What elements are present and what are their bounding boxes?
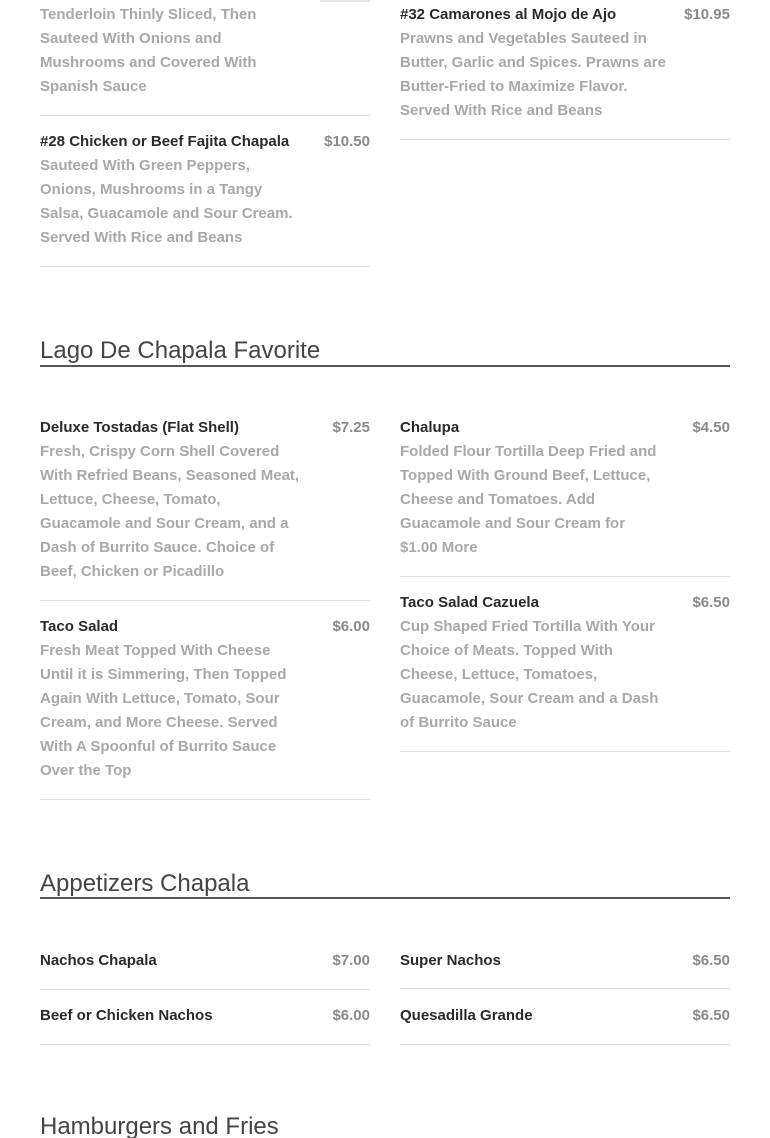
menu-item-name: Deluxe Tostadas (Flat Shell) [40, 419, 239, 436]
lago-left-column [40, 416, 370, 806]
item-divider [40, 600, 370, 601]
item-divider [40, 115, 370, 116]
menu-item-name: Taco Salad [40, 618, 119, 635]
price-stub [320, 0, 370, 2]
item-divider [40, 266, 370, 267]
menu-item-price: $10.50 [324, 133, 370, 150]
section-title-hamburgers-and-fries: Hamburgers and Fries [40, 1113, 279, 1138]
prev-section-left-column [40, 0, 370, 280]
section-divider [40, 897, 730, 899]
menu-item-price: $7.25 [332, 419, 370, 436]
item-divider [400, 988, 730, 989]
menu-item-name: Super Nachos [400, 952, 501, 969]
menu-item-description: Fresh, Crispy Corn Shell Covered With Refried Beans, Seasoned Meat, Lettuce, Cheese, Tomato, Guacamole and Sour Cream, and a Dash of Burrito Sauce. Choice of Beef, Chicken or Picadillo [40, 443, 300, 580]
menu-item-price: $6.50 [692, 952, 730, 969]
menu-item-price: $6.50 [692, 594, 730, 611]
item-divider [40, 989, 370, 990]
menu-item-description: Sauteed With Green Peppers, Onions, Mushrooms in a Tangy Salsa, Guacamole and Sour Cream. Served With Rice and Beans [40, 157, 293, 246]
lago-right-column [400, 416, 730, 756]
menu-item-description: Tenderloin Thinly Sliced, Then Sauteed With Onions and Mushrooms and Covered With Spanish Sauce [40, 6, 257, 95]
menu-item-name: #28 Chicken or Beef Fajita Chapala [40, 133, 290, 150]
item-divider [40, 1044, 370, 1045]
item-divider [400, 751, 730, 752]
item-divider [400, 1044, 730, 1045]
menu-item-name: Quesadilla Grande [400, 1007, 533, 1024]
menu-item-description: Folded Flour Tortilla Deep Fried and Topped With Ground Beef, Lettuce, Cheese and Tomatoes. Add Guacamole and Sour Cream for $1.00 More [400, 443, 657, 556]
item-divider [400, 139, 730, 140]
appetizers-right-column [400, 949, 730, 1049]
menu-item-price: $4.50 [692, 419, 730, 436]
prev-section-right-column [400, 0, 730, 150]
menu-item-name: Beef or Chicken Nachos [40, 1007, 213, 1024]
appetizers-left-column [40, 949, 370, 1049]
menu-item-name: Nachos Chapala [40, 952, 157, 969]
menu-item-price: $6.00 [332, 1007, 370, 1024]
section-divider [40, 365, 730, 367]
menu-item-price: $7.00 [332, 952, 370, 969]
section-title-lago-de-chapala-favorite: Lago De Chapala Favorite [40, 337, 321, 364]
menu-item-name: #32 Camarones al Mojo de Ajo [400, 6, 617, 23]
menu-item-description: Prawns and Vegetables Sauteed in Butter, Garlic and Spices. Prawns are Butter-Fried to Maximize Flavor. Served With Rice and Beans [400, 30, 666, 119]
menu-item-price: $6.00 [332, 618, 370, 635]
menu-item-description: Fresh Meat Topped With Cheese Until it is Simmering, Then Topped Again With Lettuce, Tomato, Sour Cream, and More Cheese. Served With A Spoonful of Burrito Sauce Over the Top [40, 642, 287, 779]
menu-item-description: Cup Shaped Fried Tortilla With Your Choice of Meats. Topped With Cheese, Lettuce, Tomatoes, Guacamole, Sour Cream and a Dash of Burrito Sauce [400, 618, 659, 731]
menu-item-name: Taco Salad Cazuela [400, 594, 539, 611]
item-divider [400, 576, 730, 577]
menu-item-price: $6.50 [692, 1007, 730, 1024]
section-title-appetizers-chapala: Appetizers Chapala [40, 870, 250, 897]
item-divider [40, 799, 370, 800]
menu-item-price: $10.95 [684, 6, 730, 23]
menu-item-name: Chalupa [400, 419, 460, 436]
